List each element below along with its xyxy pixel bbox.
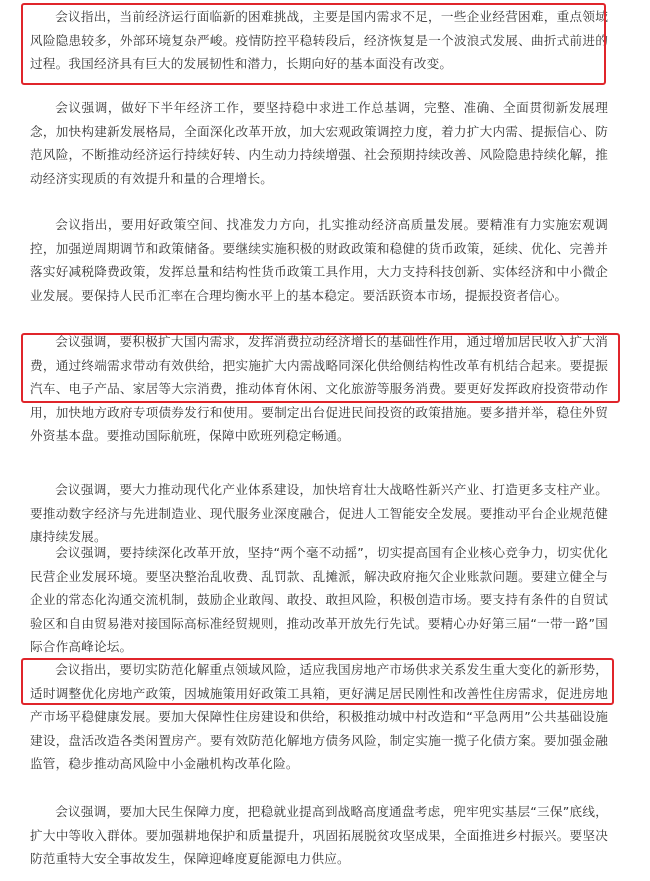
paragraph-5: 会议强调，要大力推动现代化产业体系建设，加快培育壮大战略性新兴产业、打造更多支柱产业。要推动数字经济与先进制造业、现代服务业深度融合，促进人工智能安全发展。要推动平台企业规范健康持续发展。 — [30, 482, 608, 545]
paragraph-8: 会议强调，要加大民生保障力度，把稳就业提高到战略高度通盘考虑，兜牢兜实基层“三保”底线，扩大中等收入群体。要加强耕地保护和质量提升，巩固拓展脱贫攻坚成果，全面推进乡村振兴。要坚决防范重特大安全事故发生，保障迎峰度夏能源电力供应。 — [30, 804, 608, 867]
paragraph-3: 会议指出，要用好政策空间、找准发力方向，扎实推动经济高质量发展。要精准有力实施宏观调控，加强逆周期调节和政策储备。要继续实施积极的财政政策和稳健的货币政策，延续、优化、完善并落实好减税降费政策，发挥总量和结构性货币政策工具作用，大力支持科技创新、实体经济和中小微企业发展。要保持人民币汇率在合理均衡水平上的基本稳定。要活跃资本市场，提振投资者信心。 — [30, 217, 608, 303]
paragraph-1: 会议指出，当前经济运行面临新的困难挑战，主要是国内需求不足，一些企业经营困难，重点领域风险隐患较多，外部环境复杂严峻。疫情防控平稳转段后，经济恢复是一个波浪式发展、曲折式前进的过程。我国经济具有巨大的发展韧性和潜力，长期向好的基本面没有改变。 — [30, 9, 608, 72]
paragraph-4: 会议强调，要积极扩大国内需求，发挥消费拉动经济增长的基础性作用，通过增加居民收入扩大消费，通过终端需求带动有效供给，把实施扩大内需战略同深化供给侧结构性改革有机结合起来。要提振汽车、电子产品、家居等大宗消费，推动体育休闲、文化旅游等服务消费。要更好发挥政府投资带动作用，加快地方政府专项债券发行和使用。要制定出台促进民间投资的政策措施。要多措并举，稳住外贸外资基本盘。要推动国际航班，保障中欧班列稳定畅通。 — [30, 334, 608, 444]
paragraph-6: 会议强调，要持续深化改革开放，坚持“两个毫不动摇”，切实提高国有企业核心竞争力，切实优化民营企业发展环境。要坚决整治乱收费、乱罚款、乱摊派，解决政府拖欠企业账款问题。要建立健全与企业的常态化沟通交流机制，鼓励企业敢闯、敢投、敢担风险，积极创造市场。要支持有条件的自贸试验区和自由贸易港对接国际高标准经贸规则，推动改革开放先行先试。要精心办好第三届“一带一路”国际合作高峰论坛。 — [30, 545, 608, 655]
paragraph-2: 会议强调，做好下半年经济工作，要坚持稳中求进工作总基调，完整、准确、全面贯彻新发展理念，加快构建新发展格局，全面深化改革开放，加大宏观政策调控力度，着力扩大内需、提振信心、防范风险，不断推动经济运行持续好转、内生动力持续增强、社会预期持续改善、风险隐患持续化解，推动经济实现质的有效提升和量的合理增长。 — [30, 100, 608, 186]
paragraph-7: 会议指出，要切实防范化解重点领域风险，适应我国房地产市场供求关系发生重大变化的新形势，适时调整优化房地产政策，因城施策用好政策工具箱，更好满足居民刚性和改善性住房需求，促进房地产市场平稳健康发展。要加大保障性住房建设和供给，积极推动城中村改造和“平急两用”公共基础设施建设，盘活改造各类闲置房产。要有效防范化解地方债务风险，制定实施一揽子化债方案。要加强金融监管，稳步推动高风险中小金融机构改革化险。 — [30, 662, 608, 772]
